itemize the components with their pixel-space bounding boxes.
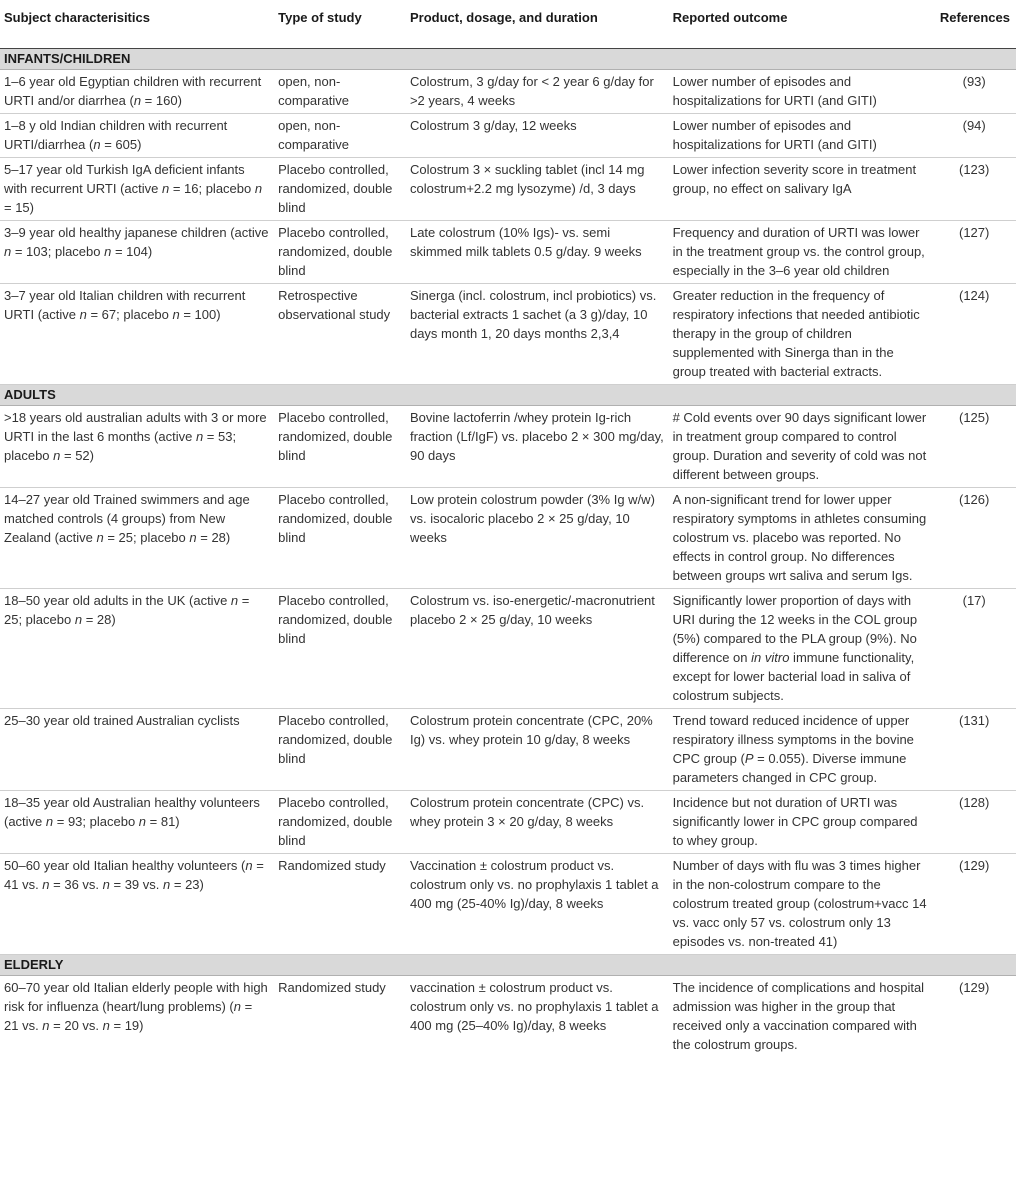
- cell-subject: 18–50 year old adults in the UK (active n = 25; placebo n = 28): [0, 589, 274, 709]
- cell-product: Colostrum 3 g/day, 12 weeks: [406, 114, 669, 158]
- cell-study-type: Placebo controlled, randomized, double blind: [274, 709, 406, 791]
- cell-outcome: Incidence but not duration of URTI was significantly lower in CPC group compared to whey group.: [669, 791, 935, 854]
- cell-subject: 1–8 y old Indian children with recurrent URTI/diarrhea (n = 605): [0, 114, 274, 158]
- cell-subject: 1–6 year old Egyptian children with recurrent URTI and/or diarrhea (n = 160): [0, 70, 274, 114]
- header-subject: Subject characterisitics: [0, 0, 274, 49]
- cell-reference: (126): [934, 488, 1016, 589]
- table-row: [0, 589, 1016, 709]
- cell-reference: (131): [934, 709, 1016, 791]
- cell-study-type: Placebo controlled, randomized, double blind: [274, 158, 406, 221]
- cell-reference: (125): [934, 406, 1016, 488]
- header-references: References: [934, 0, 1016, 49]
- cell-subject: 3–7 year old Italian children with recurrent URTI (active n = 67; placebo n = 100): [0, 284, 274, 385]
- cell-study-type: Placebo controlled, randomized, double blind: [274, 221, 406, 284]
- cell-outcome: # Cold events over 90 days significant lower in treatment group compared to control group. Duration and severity of cold was not different between groups.: [669, 406, 935, 488]
- cell-reference: (123): [934, 158, 1016, 221]
- section-header: [0, 49, 1016, 70]
- header-row: [0, 0, 1016, 49]
- cell-outcome: Lower infection severity score in treatment group, no effect on salivary IgA: [669, 158, 935, 221]
- cell-reference: (124): [934, 284, 1016, 385]
- cell-subject: 14–27 year old Trained swimmers and age matched controls (4 groups) from New Zealand (active n = 25; placebo n = 28): [0, 488, 274, 589]
- cell-product: Colostrum protein concentrate (CPC, 20% Ig) vs. whey protein 10 g/day, 8 weeks: [406, 709, 669, 791]
- cell-product: Bovine lactoferrin /whey protein Ig-rich fraction (Lf/IgF) vs. placebo 2 × 300 mg/day, 90 days: [406, 406, 669, 488]
- table-row: [0, 158, 1016, 221]
- cell-outcome: Greater reduction in the frequency of respiratory infections that needed antibiotic therapy in the group of children supplemented with Sinerga than in the group treated with bacterial extracts.: [669, 284, 935, 385]
- cell-subject: 18–35 year old Australian healthy volunteers (active n = 93; placebo n = 81): [0, 791, 274, 854]
- cell-reference: (94): [934, 114, 1016, 158]
- section-header: [0, 385, 1016, 406]
- cell-study-type: open, non-comparative: [274, 70, 406, 114]
- cell-reference: (93): [934, 70, 1016, 114]
- cell-outcome: Lower number of episodes and hospitalizations for URTI (and GITI): [669, 70, 935, 114]
- cell-study-type: Randomized study: [274, 854, 406, 955]
- cell-study-type: Placebo controlled, randomized, double blind: [274, 488, 406, 589]
- table-body: [0, 49, 1016, 1058]
- cell-outcome: Number of days with flu was 3 times higher in the non-colostrum compare to the colostrum treated group (colostrum+vacc 14 vs. vacc only 57 vs. colostrum only 13 episodes vs. non-treated 41): [669, 854, 935, 955]
- cell-product: Colostrum protein concentrate (CPC) vs. whey protein 3 × 20 g/day, 8 weeks: [406, 791, 669, 854]
- cell-subject: >18 years old australian adults with 3 or more URTI in the last 6 months (active n = 53; placebo n = 52): [0, 406, 274, 488]
- cell-subject: 3–9 year old healthy japanese children (active n = 103; placebo n = 104): [0, 221, 274, 284]
- header-product: Product, dosage, and duration: [406, 0, 669, 49]
- cell-reference: (129): [959, 980, 990, 995]
- cell-outcome: Lower number of episodes and hospitalizations for URTI (and GITI): [669, 114, 935, 158]
- cell-outcome: The incidence of complications and hospital admission was higher in the group that received only a vaccination compared with the colostrum groups.: [672, 980, 925, 1052]
- cell-study-type: Randomized study: [278, 980, 386, 995]
- cell-product: Colostrum vs. iso-energetic/-macronutrient placebo 2 × 25 g/day, 10 weeks: [406, 589, 669, 709]
- cell-reference: (127): [934, 221, 1016, 284]
- cell-study-type: Placebo controlled, randomized, double blind: [274, 589, 406, 709]
- cell-study-type: Retrospective observational study: [274, 284, 406, 385]
- cell-outcome: A non-significant trend for lower upper respiratory symptoms in athletes consuming colostrum vs. placebo was reported. No effects in control group. No differences between groups wrt saliva and serum Igs.: [669, 488, 935, 589]
- table-row: [0, 791, 1016, 854]
- cell-product: Colostrum, 3 g/day for < 2 year 6 g/day for >2 years, 4 weeks: [406, 70, 669, 114]
- cell-product: Colostrum 3 × suckling tablet (incl 14 mg colostrum+2.2 mg lysozyme) /d, 3 days: [406, 158, 669, 221]
- cell-outcome: Trend toward reduced incidence of upper respiratory illness symptoms in the bovine CPC group (P = 0.055). Diverse immune parameters changed in CPC group.: [669, 709, 935, 791]
- cell-subject: 60–70 year old Italian elderly people with high risk for influenza (heart/lung problems) (n = 21 vs. n = 20 vs. n = 19): [4, 980, 268, 1033]
- cell-subject: 5–17 year old Turkish IgA deficient infants with recurrent URTI (active n = 16; placebo n = 15): [0, 158, 274, 221]
- table-row: [0, 284, 1016, 385]
- cell-product: Late colostrum (10% Igs)- vs. semi skimmed milk tablets 0.5 g/day. 9 weeks: [406, 221, 669, 284]
- section-title: INFANTS/CHILDREN: [0, 49, 1016, 70]
- cell-study-type: open, non-comparative: [274, 114, 406, 158]
- cell-product: Low protein colostrum powder (3% Ig w/w) vs. isocaloric placebo 2 × 25 g/day, 10 weeks: [406, 488, 669, 589]
- cell-study-type: Placebo controlled, randomized, double blind: [274, 406, 406, 488]
- cell-product: Sinerga (incl. colostrum, incl probiotics) vs. bacterial extracts 1 sachet (a 3 g)/day, 10 days month 1, 20 days months 2,3,4: [406, 284, 669, 385]
- cell-reference: (128): [934, 791, 1016, 854]
- cell-study-type: Placebo controlled, randomized, double blind: [274, 791, 406, 854]
- cell-outcome: Frequency and duration of URTI was lower in the treatment group vs. the control group, especially in the 3–6 year old children: [669, 221, 935, 284]
- table-row: [0, 221, 1016, 284]
- cell-reference: (129): [934, 854, 1016, 955]
- table-row: [0, 709, 1016, 791]
- cell-product: vaccination ± colostrum product vs. colostrum only vs. no prophylaxis 1 tablet a 400 mg (25–40% Ig)/day, 8 weeks: [409, 980, 659, 1033]
- cell-subject: 25–30 year old trained Australian cyclists: [0, 709, 274, 791]
- table-row: [0, 406, 1016, 488]
- cell-subject: 50–60 year old Italian healthy volunteers (n = 41 vs. n = 36 vs. n = 39 vs. n = 23): [0, 854, 274, 955]
- section-title: ELDERLY: [0, 955, 1016, 976]
- section-header: [0, 955, 1016, 976]
- table-row: [0, 114, 1016, 158]
- section-title: ADULTS: [0, 385, 1016, 406]
- table-row: [0, 854, 1016, 955]
- header-type: Type of study: [274, 0, 406, 49]
- cell-product: Vaccination ± colostrum product vs. colostrum only vs. no prophylaxis 1 tablet a 400 mg (25-40% Ig)/day, 8 weeks: [406, 854, 669, 955]
- table-row: [0, 488, 1016, 589]
- header-outcome: Reported outcome: [669, 0, 935, 49]
- table-row: [0, 976, 1016, 1058]
- cell-reference: (17): [934, 589, 1016, 709]
- table-row: [0, 70, 1016, 114]
- cell-outcome: Significantly lower proportion of days with URI during the 12 weeks in the COL group (5%) compared to the PLA group (9%). No difference on in vitro immune functionality, except for lower bacterial load in saliva of colostrum subjects.: [669, 589, 935, 709]
